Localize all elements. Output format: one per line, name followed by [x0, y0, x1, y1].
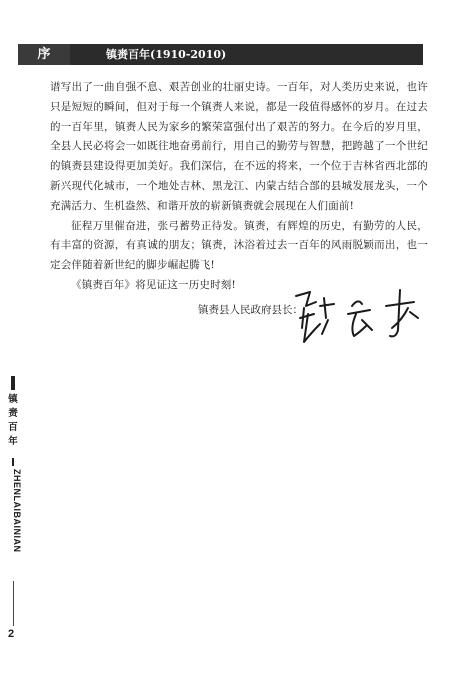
- preface-body: [50, 78, 428, 296]
- paragraph-1: 谱写出了一曲自强不息、艰苦创业的壮丽史诗。一百年，对人类历史来说，也许只是短短的瞬间，但对于每一个镇赉人来说，都是一段值得感怀的岁月。在过去的一百年里，镇赉人民为家乡的繁荣富强付出了艰苦的努力。在今后的岁月里，全县人民必将会一如既往地奋勇前行，用自己的勤劳与智慧，把跨越了一个世纪的镇赉县建设得更加美好。我们深信，在不远的将来，一个位于吉林省西北部的新兴现代化城市，一个地处吉林、黑龙江、内蒙古结合部的县城发展龙头，一个充满活力、生机盎然、和谐开放的崭新镇赉就会展现在人们面前!: [50, 81, 428, 212]
- header-bar: [18, 44, 423, 65]
- side-latin-title: ZHENLAIBAINIAN: [12, 469, 22, 553]
- signature-block: [198, 300, 428, 350]
- book-title: 镇赉百年(1910-2010): [106, 48, 227, 61]
- handwritten-signature: [290, 284, 430, 356]
- section-label: 序: [18, 44, 70, 65]
- paragraph-2: 征程万里催奋进，张弓蓄势正待发。镇赉，有辉煌的历史，有勤劳的人民，有丰富的资源，有真诚的朋友；镇赉，沐浴着过去一百年的风雨脱颖而出，也一定会伴随着新世纪的脚步崛起腾飞!: [50, 219, 428, 272]
- side-mid-rule: [12, 458, 14, 466]
- side-thin-rule: [13, 581, 14, 626]
- page-number: 2: [8, 628, 15, 640]
- side-vertical-title: 镇赉百年: [8, 394, 18, 447]
- paragraph-3: 《镇赉百年》将见证这一历史时刻!: [71, 278, 236, 291]
- side-top-rule: [11, 376, 15, 390]
- signature-label: 镇赉县人民政府县长：: [198, 304, 303, 316]
